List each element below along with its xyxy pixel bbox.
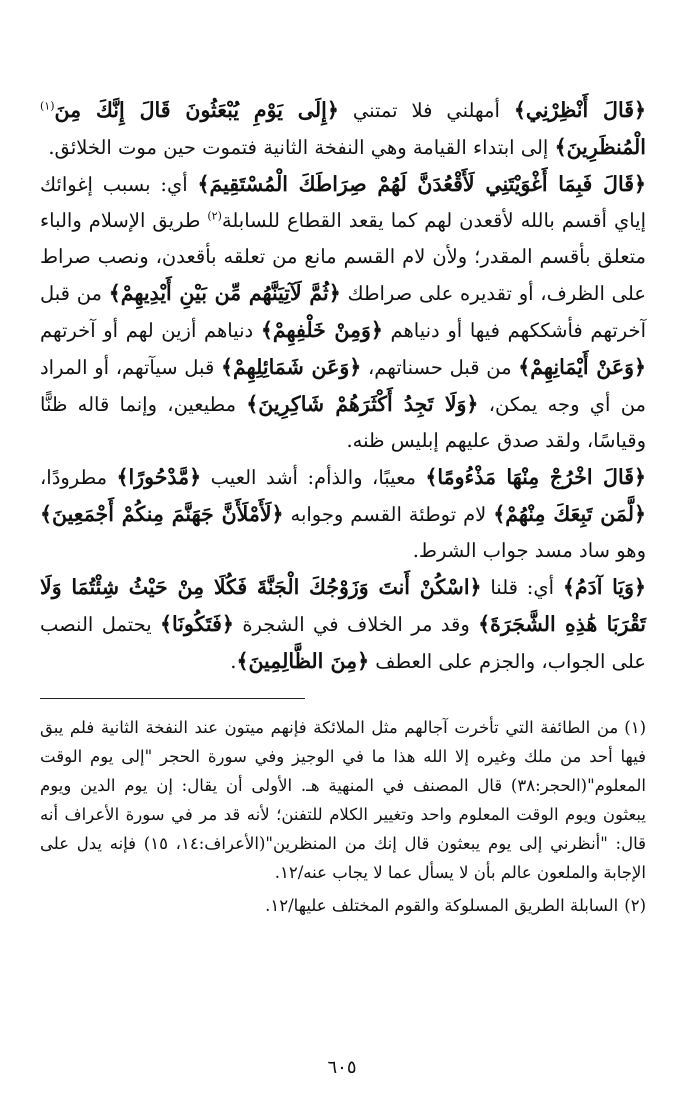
commentary-text: إلى ابتداء القيامة وهي النفخة الثانية فتموت حين موت الخلائق. xyxy=(48,136,555,159)
quran-verse: ﴿قَالَ فَبِمَا أَغْوَيْتَنِي لَأَقْعُدَنَّ لَهُمْ صِرَاطَكَ الْمُسْتَقِيمَ﴾ xyxy=(197,172,647,196)
quran-verse: ﴿وَعَن شَمَائِلِهِمْ﴾ xyxy=(220,355,362,379)
commentary-text: يحتمل النصب على الجواب، والجزم على العطف xyxy=(40,613,646,673)
footnote-number: (٢) xyxy=(624,896,646,915)
commentary-text: . xyxy=(230,650,237,673)
main-text xyxy=(40,92,646,680)
footnote-text: من الطائفة التي تأخرت آجالهم مثل الملائكة فإنهم ميتون عند النفخة الثانية فلم يبق فيها أحد من ملك وغيره إلا الله هذا ما في الوجيز وفي سورة الحجر "إلى يوم الوقت المعلوم"(الحجر:٣٨) قال المصنف في المنهية هـ. الأولى أن يقال: إن يوم الدين ويوم يبعثون ويوم الوقت المعلوم واحد وتغيير الكلام للتفنن؛ لأنه قد مر في سورة الأعراف أنه قال: "أنظرني إلى يوم يبعثون قال إنك من المنظرين"(الأعراف:١٤، ١٥) فإنه يدل على الإجابة والملعون عالم بأن لا يسأل عما لا يجاب عنه/١٢. xyxy=(40,718,647,882)
page-number: ٦٠٥ xyxy=(327,1057,357,1078)
quran-verse: ﴿قَالَ اخْرُجْ مِنْهَا مَذْءُومًا﴾ xyxy=(425,465,647,489)
footnote xyxy=(40,713,646,887)
paragraph xyxy=(40,569,646,680)
commentary-text: طريق الإسلام والباء متعلق بأقسم المقدر؛ ولأن لام القسم مانع من تعلقه بأقعدن، ونصب صراط على الظرف، أو تقديره على صراطك xyxy=(40,209,646,305)
commentary-text: وهو ساد مسد جواب الشرط. xyxy=(412,539,646,562)
quran-verse: ﴿وَلَا تَجِدُ أَكْثَرَهُمْ شَاكِرِينَ﴾ xyxy=(246,392,479,416)
quran-verse: ﴿فَتَكُونَا﴾ xyxy=(160,612,234,636)
footnote xyxy=(40,891,646,920)
footnote-separator-wrap xyxy=(40,698,646,699)
quran-verse: ﴿اسْكُنْ أَنتَ وَزَوْجُكَ الْجَنَّةَ فَكُلَا مِنْ حَيْثُ شِئْتُمَا وَلَا تَقْرَبَا هَٰذِهِ الشَّجَرَةَ﴾ xyxy=(40,575,647,636)
quran-verse: ﴿لَأَمْلَأَنَّ جَهَنَّمَ مِنكُمْ أَجْمَعِينَ﴾ xyxy=(40,502,284,526)
commentary-text: من قبل حسناتهم، xyxy=(361,356,519,379)
footnote-number: (١) xyxy=(624,718,646,737)
commentary-text: أمهلني فلا تمتني xyxy=(338,99,514,122)
footnote-marker: (١) xyxy=(40,99,55,113)
commentary-text: معيبًا، والذأم: أشد العيب xyxy=(201,466,426,489)
quran-verse: ﴿قَالَ أَنْظِرْنِي﴾ xyxy=(513,98,647,122)
quran-verse: ﴿ثُمَّ لَآتِيَنَّهُم مِّن بَيْنِ أَيْدِيهِمْ﴾ xyxy=(108,281,341,305)
paragraph xyxy=(40,166,646,459)
quran-verse: ﴿مِنَ الظَّالِمِينَ﴾ xyxy=(236,649,370,673)
quran-verse: ﴿إِلَى يَوْمِ يُبْعَثُونَ قَالَ إِنَّكَ مِنَ xyxy=(54,98,339,122)
commentary-text: أي: قلنا xyxy=(481,576,563,599)
footnotes xyxy=(40,713,646,920)
quran-verse: ﴿وَيَا آدَمُ﴾ xyxy=(562,575,647,599)
paragraph xyxy=(40,459,646,569)
quran-verse: ﴿وَعَنْ أَيْمَانِهِمْ﴾ xyxy=(518,355,646,379)
footnote-marker: (٢) xyxy=(207,209,222,223)
commentary-text: مطرودًا، xyxy=(40,466,117,489)
footnote-text: السابلة الطريق المسلوكة والقوم المختلف عليها/١٢. xyxy=(265,896,619,915)
commentary-text: مطيعين، وإنما قاله ظنًّا وقياسًا، ولقد صدق عليهم إبليس ظنه. xyxy=(40,393,646,452)
quran-verse: ﴿مَّدْحُورًا﴾ xyxy=(116,465,202,489)
paragraph xyxy=(40,92,646,166)
quran-verse: ﴿وَمِنْ خَلْفِهِمْ﴾ xyxy=(260,318,383,342)
quran-verse: الْمُنظَرِينَ﴾ xyxy=(554,135,646,159)
quran-verse: ﴿لَّمَن تَبِعَكَ مِنْهُمْ﴾ xyxy=(493,502,646,526)
commentary-text: قبل سيآتهم، أو المراد من أي وجه يمكن، xyxy=(40,356,647,416)
commentary-text: لام توطئة القسم وجوابه xyxy=(283,503,494,526)
commentary-text: دنياهم أزين لهم أو آخرتهم xyxy=(40,319,261,342)
commentary-text: وقد مر الخلاف في الشجرة xyxy=(233,613,479,636)
footnote-separator xyxy=(40,698,305,699)
commentary-text: من قبل آخرتهم فأشككهم فيها أو دنياهم xyxy=(40,282,646,342)
commentary-text: أي: بسبب إغوائك إياي أقسم بالله لأقعدن لهم كما يقعد القطاع للسابلة xyxy=(40,173,646,232)
